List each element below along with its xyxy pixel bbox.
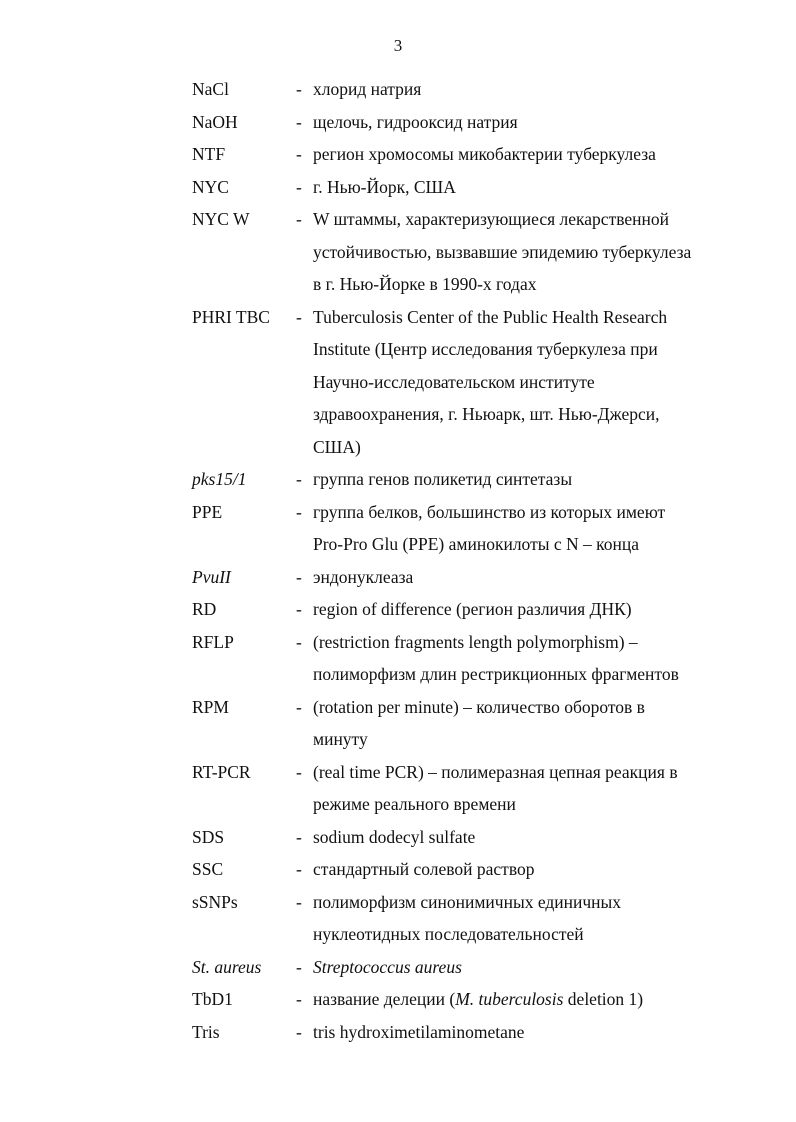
definition-fragment: название делеции ( — [313, 989, 456, 1009]
glossary-dash: - — [296, 566, 302, 587]
glossary-definition: полиморфизм синонимичных единичных нуклеотидных последовательностей — [313, 891, 622, 944]
glossary-definition: Tuberculosis Center of the Public Health Research Institute (Центр исследования туберкулеза при Научно-исследовательском институте здравоохранения, г. Ньюарк, шт. Нью-Джерси, США) — [313, 306, 668, 457]
glossary-definition: группа генов поликетид синтетазы — [313, 469, 573, 489]
page-number: 3 — [393, 36, 403, 55]
glossary-definition: tris hydroximetilaminometane — [313, 1021, 525, 1042]
glossary-entry — [0, 886, 796, 951]
glossary-definition: region of difference (регион различия ДНК) — [313, 599, 632, 619]
abbreviations-list — [0, 73, 796, 1048]
glossary-definition: (real time PCR) – полимеразная цепная реакция в режиме реального времени — [313, 761, 678, 814]
glossary-term: SSC — [192, 859, 224, 879]
glossary-entry — [0, 203, 796, 301]
glossary-definition: W штаммы, характеризующиеся лекарственной устойчивостью, вызвавшие эпидемию туберкулеза в г. Нью-Йорке в 1990-х годах — [313, 209, 692, 294]
glossary-term: PHRI TBC — [192, 306, 270, 327]
glossary-entry — [0, 983, 796, 1016]
glossary-dash: - — [296, 209, 302, 229]
glossary-dash: - — [296, 761, 302, 782]
glossary-entry — [0, 1016, 796, 1049]
glossary-entry — [0, 853, 796, 886]
glossary-entry — [0, 496, 796, 561]
glossary-definition: щелочь, гидрооксид натрия — [313, 111, 518, 132]
glossary-entry — [0, 756, 796, 821]
glossary-definition: регион хромосомы микобактерии туберкулеза — [313, 144, 656, 164]
glossary-dash: - — [296, 469, 302, 489]
glossary-dash: - — [296, 306, 302, 327]
glossary-entry — [0, 821, 796, 854]
glossary-term: TbD1 — [192, 989, 233, 1009]
glossary-term: St. aureus — [192, 956, 262, 977]
glossary-definition: Streptococcus aureus — [313, 956, 462, 977]
glossary-dash: - — [296, 79, 302, 99]
glossary-term: NTF — [192, 144, 226, 164]
glossary-entry — [0, 171, 796, 204]
glossary-term: SDS — [192, 826, 225, 847]
glossary-dash: - — [296, 144, 302, 164]
glossary-term: PPE — [192, 501, 223, 522]
glossary-entry — [0, 73, 796, 106]
glossary-entry — [0, 301, 796, 464]
glossary-dash: - — [296, 111, 302, 132]
definition-fragment: deletion 1) — [563, 989, 644, 1009]
definition-fragment: M. tuberculosis — [455, 989, 564, 1009]
glossary-definition: группа белков, большинство из которых имеют Pro-Pro Glu (PPE) аминокилоты с N – конца — [313, 501, 666, 554]
glossary-entry — [0, 951, 796, 984]
glossary-definition: (rotation per minute) – количество оборотов в минуту — [313, 696, 645, 749]
glossary-dash: - — [296, 176, 302, 197]
glossary-term: RT-PCR — [192, 761, 251, 782]
glossary-dash: - — [296, 501, 302, 522]
glossary-dash: - — [296, 989, 302, 1009]
glossary-definition: г. Нью-Йорк, США — [313, 176, 456, 197]
glossary-dash: - — [296, 826, 302, 847]
glossary-term: PvuII — [192, 566, 231, 587]
glossary-entry — [0, 691, 796, 756]
glossary-entry — [0, 138, 796, 171]
glossary-dash: - — [296, 599, 302, 619]
glossary-definition: хлорид натрия — [313, 79, 422, 99]
glossary-entry — [0, 626, 796, 691]
glossary-entry — [0, 106, 796, 139]
glossary-term: NaOH — [192, 111, 238, 132]
glossary-entry — [0, 561, 796, 594]
glossary-dash: - — [296, 1021, 302, 1042]
glossary-definition: стандартный солевой раствор — [313, 859, 535, 879]
glossary-definition: (restriction fragments length polymorphism) – полиморфизм длин рестрикционных фрагментов — [313, 631, 679, 684]
glossary-dash: - — [296, 696, 302, 717]
glossary-term: pks15/1 — [192, 469, 247, 489]
glossary-dash: - — [296, 631, 302, 652]
glossary-term: Tris — [192, 1021, 220, 1042]
glossary-term: RD — [192, 599, 217, 619]
glossary-definition — [313, 983, 733, 1016]
glossary-term: RFLP — [192, 631, 234, 652]
glossary-term: NYC — [192, 176, 229, 197]
glossary-term: NYC W — [192, 209, 250, 229]
glossary-term: sSNPs — [192, 891, 238, 912]
glossary-dash: - — [296, 956, 302, 977]
glossary-dash: - — [296, 891, 302, 912]
glossary-term: RPM — [192, 696, 229, 717]
glossary-definition: эндонуклеаза — [313, 566, 414, 587]
glossary-term: NaCl — [192, 79, 229, 99]
glossary-definition: sodium dodecyl sulfate — [313, 826, 476, 847]
glossary-entry — [0, 593, 796, 626]
glossary-entry — [0, 463, 796, 496]
glossary-dash: - — [296, 859, 302, 879]
